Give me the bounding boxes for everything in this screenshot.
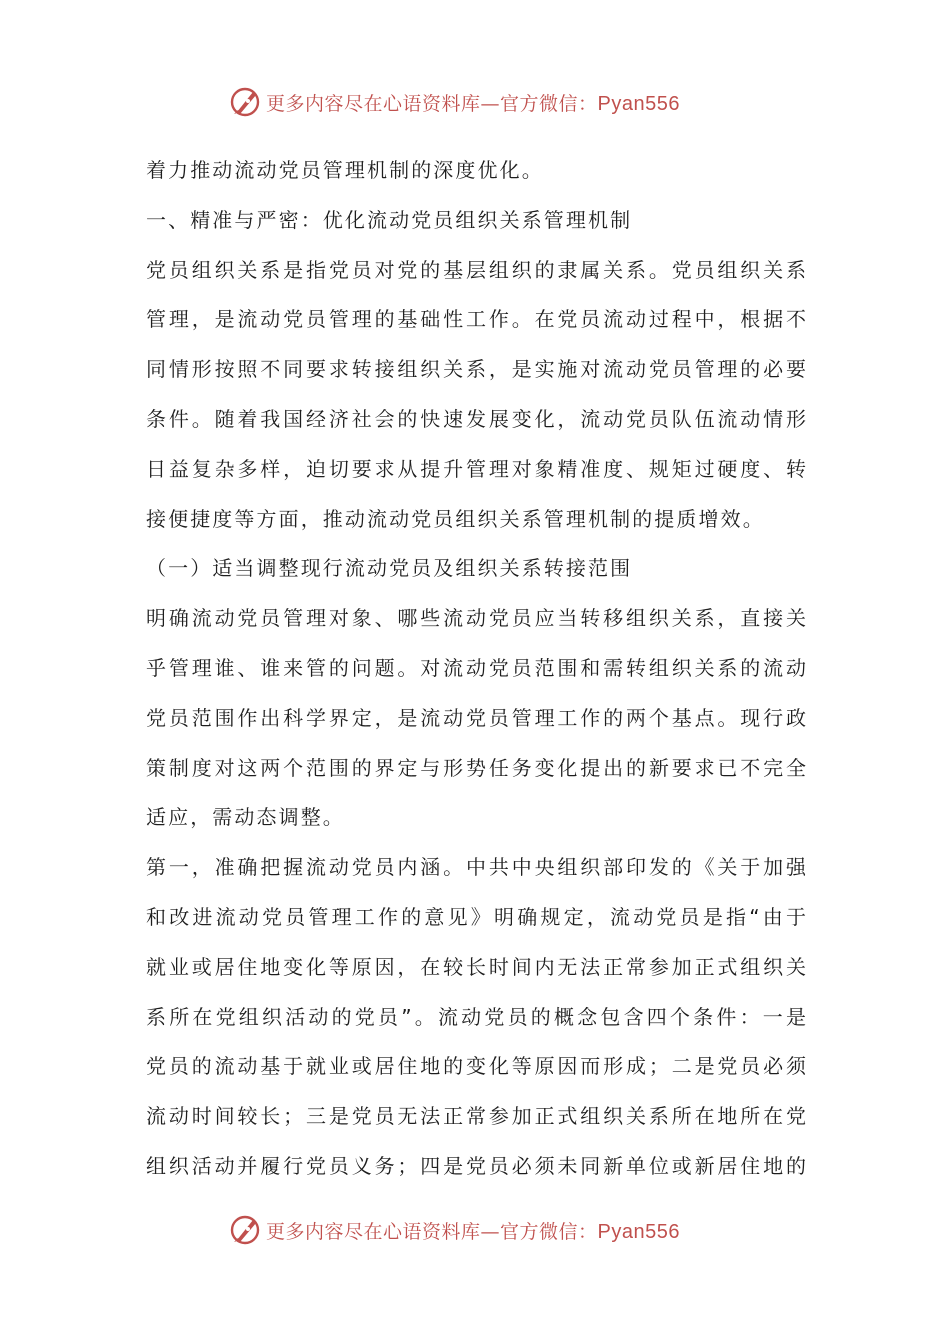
footer-watermark	[0, 1210, 950, 1250]
watermark-text	[266, 1217, 680, 1244]
text-line: 就业或居住地变化等原因，在较长时间内无法正常参加正式组织关	[146, 954, 806, 979]
text-line: 组织活动并履行党员义务；四是党员必须未同新单位或新居住地的	[146, 1153, 806, 1178]
text-line: 党员的流动基于就业或居住地的变化等原因而形成；二是党员必须	[146, 1054, 806, 1079]
watermark-wechat-id: Pyan556	[597, 92, 680, 115]
document-body	[146, 146, 806, 1192]
text-line: 党员范围作出科学界定，是流动党员管理工作的两个基点。现行政	[146, 705, 806, 730]
watermark-wechat-label: 官方微信：	[500, 92, 598, 115]
text-line: 党员组织关系是指党员对党的基层组织的隶属关系。党员组织关系	[146, 257, 806, 282]
text-line: 流动时间较长；三是党员无法正常参加正式组织关系所在地所在党	[146, 1104, 806, 1129]
pen-nib-circle-icon	[228, 1213, 262, 1247]
text-line: 接便捷度等方面，推动流动党员组织关系管理机制的提质增效。	[146, 506, 765, 531]
text-line: 条件。随着我国经济社会的快速发展变化，流动党员队伍流动情形	[146, 406, 806, 431]
watermark-wechat-label: 官方微信：	[500, 1220, 598, 1243]
watermark-separator: —	[480, 1220, 501, 1243]
section-heading: （一）适当调整现行流动党员及组织关系转接范围	[146, 556, 633, 581]
watermark-wechat-id: Pyan556	[597, 1220, 680, 1243]
text-line: 适应，需动态调整。	[146, 805, 345, 830]
text-line: 第一，准确把握流动党员内涵。中共中央组织部印发的《关于加强	[146, 855, 806, 880]
watermark-title: 更多内容尽在心语资料库	[266, 1220, 481, 1243]
text-line: 同情形按照不同要求转接组织关系，是实施对流动党员管理的必要	[146, 357, 806, 382]
text-line: 管理，是流动党员管理的基础性工作。在党员流动过程中，根据不	[146, 307, 806, 332]
watermark-title: 更多内容尽在心语资料库	[266, 92, 481, 115]
text-line: 明确流动党员管理对象、哪些流动党员应当转移组织关系，直接关	[146, 606, 806, 631]
watermark-separator: —	[480, 92, 501, 115]
text-line: 着力推动流动党员管理机制的深度优化。	[146, 158, 544, 182]
text-line: 策制度对这两个范围的界定与形势任务变化提出的新要求已不完全	[146, 755, 806, 780]
pen-nib-circle-icon	[228, 85, 262, 119]
text-line: 日益复杂多样，迫切要求从提升管理对象精准度、规矩过硬度、转	[146, 456, 806, 481]
section-heading: 一、精准与严密：优化流动党员组织关系管理机制	[146, 207, 633, 232]
header-watermark	[0, 82, 950, 122]
text-line: 系所在党组织活动的党员”。流动党员的概念包含四个条件：一是	[146, 1004, 806, 1029]
text-line: 乎管理谁、谁来管的问题。对流动党员范围和需转组织关系的流动	[146, 655, 806, 680]
watermark-text	[266, 89, 680, 116]
text-line: 和改进流动党员管理工作的意见》明确规定，流动党员是指“由于	[146, 904, 806, 929]
